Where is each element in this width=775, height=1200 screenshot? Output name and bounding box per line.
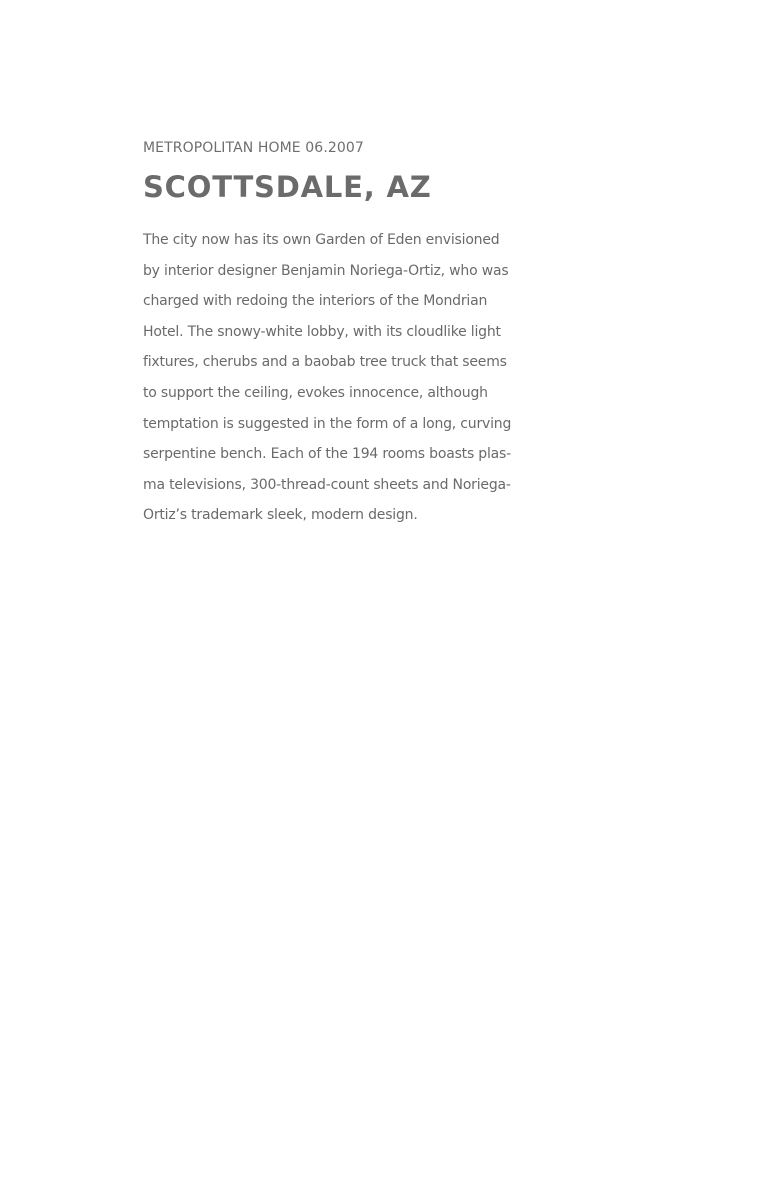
body-line: temptation is suggested in the form of a long, curving bbox=[143, 415, 512, 432]
body-line: to support the ceiling, evokes innocence, although bbox=[143, 384, 488, 401]
body-line: The city now has its own Garden of Eden envisioned bbox=[143, 232, 500, 248]
article-body bbox=[143, 225, 535, 531]
article-headline: SCOTTSDALE, AZ bbox=[143, 170, 432, 204]
body-line: serpentine bench. Each of the 194 rooms boasts plas- bbox=[143, 446, 512, 463]
body-line: by interior designer Benjamin Noriega-Ortiz, who was bbox=[143, 262, 509, 279]
body-line: Hotel. The snowy-white lobby, with its cloudlike light bbox=[143, 323, 501, 340]
article bbox=[143, 138, 543, 531]
body-line: fixtures, cherubs and a baobab tree truck that seems bbox=[143, 354, 507, 371]
body-line: Ortiz’s trademark sleek, modern design. bbox=[143, 507, 418, 524]
body-line: ma televisions, 300-thread-count sheets and Noriega- bbox=[143, 476, 511, 493]
publication-source: METROPOLITAN HOME 06.2007 bbox=[143, 140, 364, 156]
body-line: charged with redoing the interiors of the Mondrian bbox=[143, 293, 488, 310]
